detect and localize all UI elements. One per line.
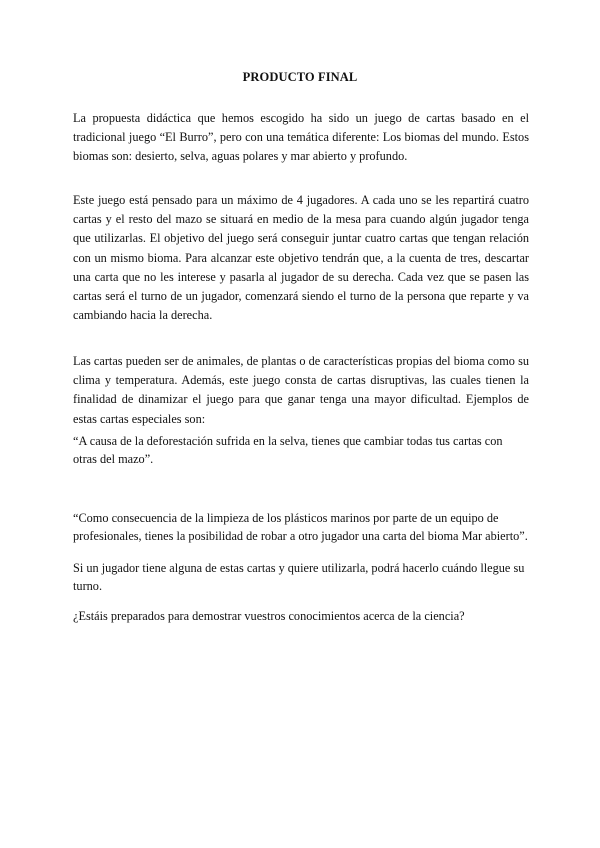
- paragraph-usage: Si un jugador tiene alguna de estas cartas y quiere utilizarla, podrá hacerlo cuándo llegue su turno.: [73, 561, 525, 593]
- paragraph-example-deforestation: “A causa de la deforestación sufrida en la selva, tienes que cambiar todas tus cartas con otras del mazo”.: [73, 434, 503, 466]
- paragraph-closing-question: ¿Estáis preparados para demostrar vuestros conocimientos acerca de la ciencia?: [73, 609, 465, 623]
- paragraph-example-plastics: “Como consecuencia de la limpieza de los plásticos marinos por parte de un equipo de profesionales, tienes la posibilidad de robar a otro jugador una carta del bioma Mar abierto”.: [73, 511, 528, 543]
- paragraph-card-types: Las cartas pueden ser de animales, de plantas o de características propias del bioma como su clima y temperatura. Además, este juego consta de cartas disruptivas, las cuales tienen la finalidad de dinamizar el juego para que ganar tenga una mayor dificultad. Ejemplos de estas cartas especiales son:: [73, 354, 529, 426]
- page-title: PRODUCTO FINAL: [242, 70, 358, 84]
- paragraph-rules: Este juego está pensado para un máximo de 4 jugadores. A cada uno se les repartirá cuatro cartas y el resto del mazo se situará en medio de la mesa para cuando algún jugador tenga que utilizarlas. El objetivo del juego será conseguir juntar cuatro cartas que tengan relación con un mismo bioma. Para alcanzar este objetivo tendrán que, a la cuenta de tres, descartar una carta que no les interese y pasarla al jugador de su derecha. Cada vez que se pasen las cartas será el turno de un jugador, comenzará siendo el turno de la persona que reparte y va cambiando hacia la derecha.: [73, 193, 529, 323]
- paragraph-intro: La propuesta didáctica que hemos escogido ha sido un juego de cartas basado en el tradicional juego “El Burro”, pero con una temática diferente: Los biomas del mundo. Estos biomas son: desierto, selva, aguas polares y mar abierto y profundo.: [73, 111, 529, 164]
